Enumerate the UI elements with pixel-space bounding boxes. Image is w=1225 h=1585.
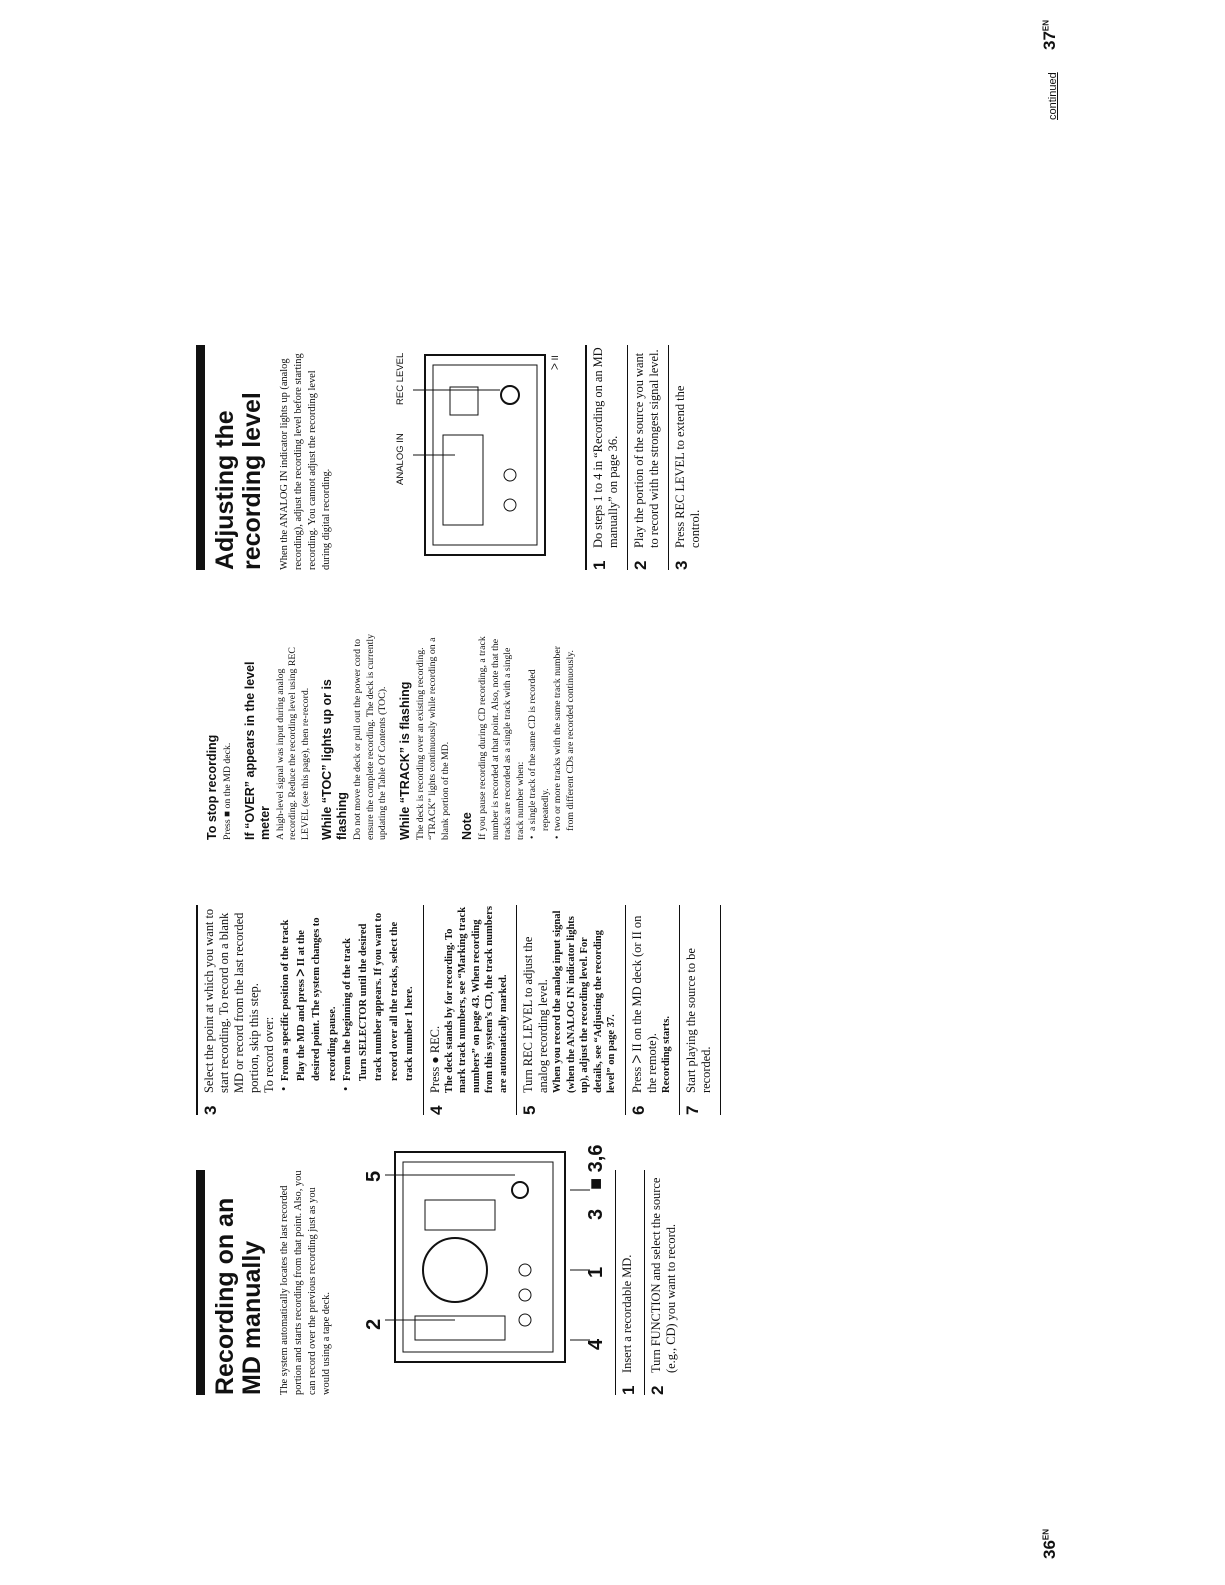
left-steps-1-2 xyxy=(615,1170,685,1395)
left-column-3 xyxy=(205,630,577,840)
step-7: 7 Start playing the source to be recorded. xyxy=(683,948,713,1115)
figure-label-1: 1 xyxy=(585,1266,607,1278)
page-number-right: $37^{EN}$ xyxy=(1040,19,1059,50)
note-bullet: • a single track of the same CD is recorded repeatedly. xyxy=(527,630,552,831)
left-column-1 xyxy=(196,1170,334,1395)
figure-label-4: 4 xyxy=(585,1338,607,1350)
continued-label: continued xyxy=(1047,72,1059,120)
md-deck-figure xyxy=(363,1120,607,1380)
step-5: 5 Turn REC LEVEL to adjust the analog recording level. When you record the analog input signal (when the ANALOG IN indicator lights up), adjust the recording level. For details, see “Adjusting the recording level” on page 37. xyxy=(520,910,617,1115)
tip-text-over: A high-level signal was input during analog recording. Reduce the recording level using REC LEVEL (see this page), then re-record. xyxy=(274,647,311,840)
step-3: 3 Select the point at which you want to start recording. To record on a blank MD or record from the last recorded portion, skip this step. To record over: • From a specific position of the track Play the MD and press ᐳ II at the desired point. The system changes to recording pause. • From the beginning of the track Turn SELECTOR until the desired track number appears. If you want to record over all the tracks, select the track number 1 here. xyxy=(198,905,423,1115)
md-deck-figure-right xyxy=(395,340,565,565)
deck-illustration xyxy=(385,1120,595,1380)
tip-text-toc: Do not move the deck or pull out the power cord to ensure the complete recording. The deck is currently updating the Table Of Contents (TOC). xyxy=(352,633,388,840)
note-bullet: • two or more tracks with the same track number from different CDs are recorded continuously. xyxy=(552,630,577,831)
title-bar xyxy=(196,1170,266,1395)
deck-illustration-right xyxy=(395,340,565,565)
tip-heading-stop: To stop recording xyxy=(205,734,219,840)
step-2-right: 2 Play the portion of the source you want to record with the strongest signal level. xyxy=(631,349,661,570)
step-1-right: 1 Do steps 1 to 4 in “Recording on an MD manually” on page 36. xyxy=(590,347,620,570)
step-1: 1 Insert a recordable MD. xyxy=(619,1254,638,1395)
note-heading: Note xyxy=(460,812,474,840)
page-title-right: Adjusting the recording level xyxy=(211,392,266,570)
tip-text-track: The deck is recording over an existing recording. “TRACK” lights continuously while recording on a blank portion of the MD. xyxy=(414,637,451,840)
tip-heading-track: While “TRACK” is flashing xyxy=(397,681,412,840)
tip-heading-toc: While “TOC” lights up or is flashing xyxy=(320,679,349,840)
step-2: 2 Turn FUNCTION and select the source (e.g., CD) you want to record. xyxy=(648,1177,678,1395)
page-title: Recording on an MD manually xyxy=(211,1197,266,1395)
figure-label-3-6: ■ 3,6 xyxy=(585,1144,607,1190)
intro-text: The system automatically locates the last recorded portion and starts recording from that point. Also, you can record over the previous recording just as you would using a tape deck. xyxy=(279,1170,332,1395)
right-column xyxy=(196,345,334,570)
figure-label-3: 3 xyxy=(585,1208,607,1220)
step-3-right: 3 Press REC LEVEL to extend the control. xyxy=(672,385,702,570)
note-text: If you pause recording during CD recording, a track number is recorded at that point. Also, note that the tracks are recorded as a single track with a single track number when: xyxy=(477,636,526,840)
figure-label-play: ᐳ II xyxy=(550,355,561,370)
step-6: 6 Press ᐳ II on the MD deck (or II on the remote). Recording starts. xyxy=(628,915,672,1115)
figure-label-rec-level: REC LEVEL xyxy=(395,352,406,405)
page-number-left: $36^{EN}$ xyxy=(1040,1528,1059,1559)
tip-heading-over: If “OVER” appears in the level meter xyxy=(242,661,272,840)
note-block xyxy=(460,630,577,840)
tip-text-stop: Press ■ on the MD deck. xyxy=(222,742,233,840)
right-steps xyxy=(585,345,709,570)
figure-label-5: 5 xyxy=(363,1170,385,1182)
step-4: 4 Press ● REC. The deck stands by for recording. To mark track numbers, see “Marking track numbers” on page 43. When recording from this system’s CD, the track numbers are automatically marked. xyxy=(426,906,509,1115)
figure-label-analog-in: ANALOG IN xyxy=(395,433,406,485)
intro-text-right: When the ANALOG IN indicator lights up (analog recording), adjust the recording level before starting recording. You cannot adjust the recording level during digital recording. xyxy=(279,353,332,570)
figure-label-2: 2 xyxy=(363,1318,385,1330)
left-column-2 xyxy=(196,905,721,1115)
title-bar xyxy=(196,345,266,570)
